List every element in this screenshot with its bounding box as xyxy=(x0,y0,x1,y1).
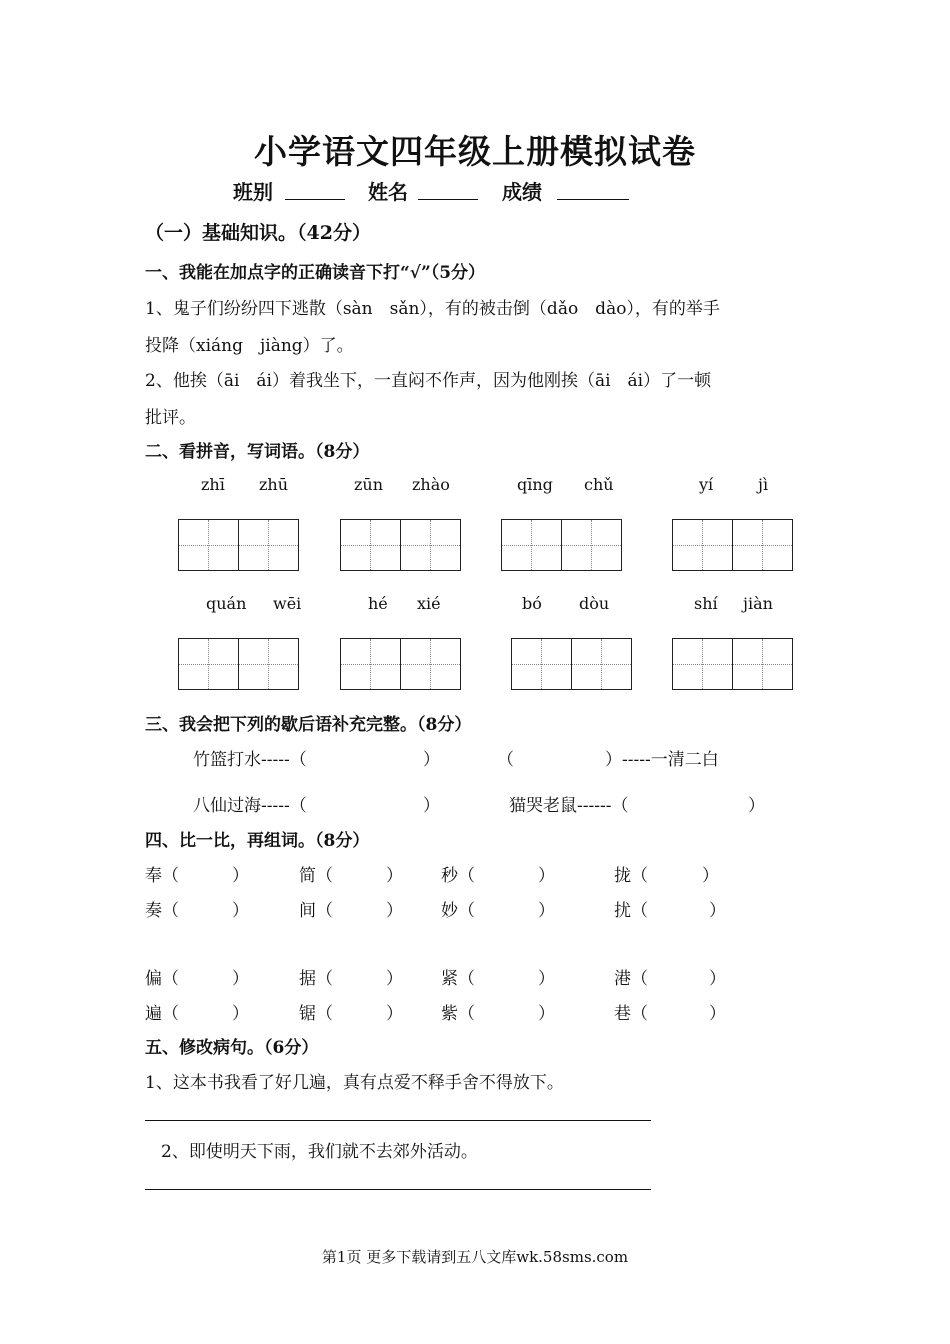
score-label: 成绩 xyxy=(502,180,542,204)
s5-q1: 1、这本书我看了好几遍，真有点爱不释手舍不得放下。 xyxy=(145,1073,564,1093)
writing-grid[interactable] xyxy=(672,519,793,571)
xiehouyu-a: 竹篮打水-----（ xyxy=(193,750,307,770)
s1-q2-line1: 2、他挨（āi ái）着我坐下，一直闷不作声，因为他刚挨（āi ái）了一顿 xyxy=(145,371,712,391)
name-blank[interactable] xyxy=(418,199,478,200)
pinyin: jì xyxy=(758,475,769,494)
pinyin: dòu xyxy=(579,594,610,613)
writing-grid[interactable] xyxy=(178,638,299,690)
pinyin: jiàn xyxy=(743,594,773,613)
paren-close: ） xyxy=(538,969,555,989)
word-item: 奉（ xyxy=(145,866,179,886)
pinyin: yí xyxy=(699,475,714,494)
pinyin: hé xyxy=(368,594,388,613)
paren-close: ） xyxy=(232,969,249,989)
pinyin: bó xyxy=(522,594,542,613)
class-blank[interactable] xyxy=(285,199,345,200)
paren-close: ） xyxy=(386,1004,403,1024)
pinyin: zhū xyxy=(259,475,289,494)
pinyin: xié xyxy=(417,594,441,613)
writing-grid[interactable] xyxy=(511,638,632,690)
word-item: 偏（ xyxy=(145,969,179,989)
s5-q2: 2、即使明天下雨，我们就不去郊外活动。 xyxy=(161,1142,478,1162)
section5-heading: 五、修改病句。（6分） xyxy=(145,1038,319,1058)
word-item: 扰（ xyxy=(614,901,648,921)
word-item: 间（ xyxy=(299,901,333,921)
paren-close: ） xyxy=(423,750,440,770)
s1-q2-line2: 批评。 xyxy=(145,408,196,428)
paren-close: ） xyxy=(538,1004,555,1024)
paren-close: ） xyxy=(232,1004,249,1024)
paren-close: ） xyxy=(702,866,719,886)
word-item: 遍（ xyxy=(145,1004,179,1024)
score-blank[interactable] xyxy=(557,199,629,200)
paren-close: ） xyxy=(386,866,403,886)
paren-close: ） xyxy=(386,969,403,989)
writing-grid[interactable] xyxy=(501,519,622,571)
paren-open: （ xyxy=(497,750,514,770)
name-label: 姓名 xyxy=(368,180,408,204)
section1-heading: 一、我能在加点字的正确读音下打“√”（5分） xyxy=(145,263,486,283)
paren-close: ） xyxy=(709,1004,726,1024)
paren-close: ） xyxy=(748,796,765,816)
word-item: 紫（ xyxy=(441,1004,475,1024)
writing-grid[interactable] xyxy=(178,519,299,571)
section4-heading: 四、比一比，再组词。（8分） xyxy=(145,831,370,851)
word-item: 妙（ xyxy=(441,901,475,921)
pinyin: shí xyxy=(694,594,718,613)
xiehouyu-b: ）-----一清二白 xyxy=(605,750,719,770)
pinyin: wēi xyxy=(273,594,302,613)
paren-close: ） xyxy=(423,796,440,816)
part1-heading: （一）基础知识。（42分） xyxy=(145,222,371,244)
word-item: 拢（ xyxy=(614,866,648,886)
word-item: 紧（ xyxy=(441,969,475,989)
pinyin: zhào xyxy=(412,475,450,494)
paren-close: ） xyxy=(538,901,555,921)
word-item: 简（ xyxy=(299,866,333,886)
writing-grid[interactable] xyxy=(672,638,793,690)
pinyin: zūn xyxy=(354,475,384,494)
word-item: 巷（ xyxy=(614,1004,648,1024)
section2-heading: 二、看拼音，写词语。（8分） xyxy=(145,442,370,462)
word-item: 据（ xyxy=(299,969,333,989)
s1-q1-line2: 投降（xiáng jiàng）了。 xyxy=(145,336,354,356)
word-item: 锯（ xyxy=(299,1004,333,1024)
writing-grid[interactable] xyxy=(340,519,461,571)
s1-q1-line1: 1、鬼子们纷纷四下逃散（sàn sǎn），有的被击倒（dǎo dào），有的举手 xyxy=(145,299,720,319)
paren-close: ） xyxy=(232,866,249,886)
page-title: 小学语文四年级上册模拟试卷 xyxy=(254,132,696,171)
xiehouyu-c: 八仙过海-----（ xyxy=(193,796,307,816)
writing-grid[interactable] xyxy=(340,638,461,690)
pinyin: quán xyxy=(206,594,247,613)
class-label: 班别 xyxy=(233,180,273,204)
paren-close: ） xyxy=(538,866,555,886)
answer-line[interactable] xyxy=(145,1120,651,1121)
pinyin: qīng xyxy=(517,475,553,494)
answer-line[interactable] xyxy=(145,1189,651,1190)
word-item: 奏（ xyxy=(145,901,179,921)
word-item: 港（ xyxy=(614,969,648,989)
paren-close: ） xyxy=(709,969,726,989)
paren-close: ） xyxy=(709,901,726,921)
pinyin: chǔ xyxy=(584,475,614,494)
paren-close: ） xyxy=(232,901,249,921)
pinyin: zhī xyxy=(201,475,225,494)
page-footer: 第1页 更多下载请到五八文库wk.58sms.com xyxy=(321,1248,629,1266)
section3-heading: 三、我会把下列的歇后语补充完整。（8分） xyxy=(145,715,472,735)
paren-close: ） xyxy=(386,901,403,921)
xiehouyu-d: 猫哭老鼠------（ xyxy=(509,796,629,816)
word-item: 秒（ xyxy=(441,866,475,886)
